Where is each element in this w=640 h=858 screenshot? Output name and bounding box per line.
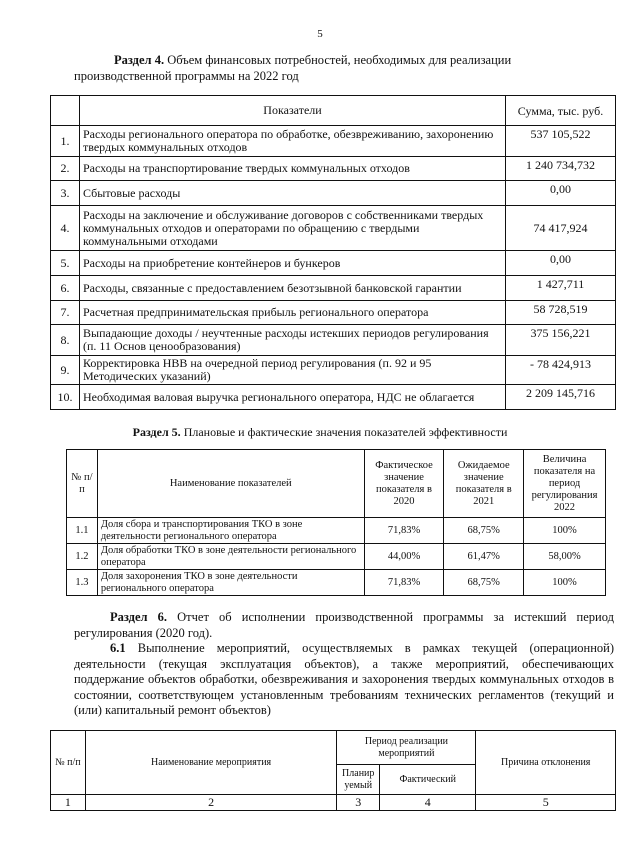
row-number: 10. [51,385,80,410]
header-blank [51,96,80,126]
section6-title-text: Отчет об исполнении производственной программы за истекший период регулирования (2020 год). [74,610,614,640]
row-name: Доля сбора и транспортирования ТКО в зоне деятельности регионального оператора [97,518,364,544]
row-value: 2 209 145,716 [506,385,616,410]
row-value: 0,00 [506,251,616,276]
row-value: 1 427,711 [506,276,616,301]
section6-1-label: 6.1 [110,641,126,655]
column-number: 1 [51,795,86,811]
row-text: Расходы, связанные с предоставлением безотзывной банковской гарантии [80,276,506,301]
section6-title [74,610,614,641]
finance-table [50,95,616,410]
value-2021: 61,47% [444,544,524,570]
column-number: 2 [85,795,337,811]
row-text: Сбытовые расходы [80,181,506,206]
row-number: 5. [51,251,80,276]
header-activity-name: Наименование мероприятия [85,731,337,795]
header-period: Период реализации мероприятий [337,731,476,765]
row-number: 7. [51,301,80,325]
column-number: 3 [337,795,380,811]
header-planned: Планируемый [337,765,380,795]
row-number: 1. [51,126,80,157]
table-row [51,206,616,251]
table-row [51,301,616,325]
header-expected-2021: Ожидаемое значение показателя в 2021 [444,450,524,518]
row-number: 9. [51,356,80,385]
page-number: 5 [317,28,323,40]
row-value: 1 240 734,732 [506,157,616,181]
table-row [51,251,616,276]
row-text: Расчетная предпринимательская прибыль регионального оператора [80,301,506,325]
row-text: Расходы на транспортирование твердых коммунальных отходов [80,157,506,181]
row-name: Доля захоронения ТКО в зоне деятельности регионального оператора [97,570,364,596]
header-indicators: Показатели [80,96,506,126]
table-row [51,276,616,301]
section5-title [0,425,640,440]
header-number: № п/п [51,731,86,795]
row-value: 74 417,924 [506,206,616,251]
table-row [51,126,616,157]
section4-title-text: Объем финансовых потребностей, необходимых для реализации производственной программы на 2022 год [74,53,512,83]
header-actual-2020: Фактическое значение показателя в 2020 [364,450,444,518]
header-planned-2022: Величина показателя на период регулирования 2022 [524,450,606,518]
header-actual: Фактический [379,765,475,795]
column-numbers-row [51,795,616,811]
table-row [51,356,616,385]
row-text: Расходы на заключение и обслуживание договоров с собственниками твердых коммунальных отходов и операторами по обращению с твердыми коммунальными отходами [80,206,506,251]
section5-label: Раздел 5. [132,425,181,439]
row-value: 58 728,519 [506,301,616,325]
row-text: Расходы на приобретение контейнеров и бункеров [80,251,506,276]
section4-label: Раздел 4. [114,53,165,67]
value-2020: 44,00% [364,544,444,570]
section6-label: Раздел 6. [110,610,168,624]
row-number: 1.3 [67,570,98,596]
row-text: Необходимая валовая выручка регионального оператора, НДС не облагается [80,385,506,410]
row-number: 6. [51,276,80,301]
row-text: Расходы регионального оператора по обработке, обезвреживанию, захоронению твердых коммунальных отходов [80,126,506,157]
section6-1-paragraph [74,641,614,719]
row-text: Выпадающие доходы / неучтенные расходы истекших периодов регулирования (п. 11 Основ ценообразования) [80,325,506,356]
table-row [51,181,616,206]
value-2021: 68,75% [444,518,524,544]
header-number: № п/п [67,450,98,518]
activities-table [50,730,616,811]
row-text: Корректировка НВВ на очередной период регулирования (п. 92 и 95 Методических указаний) [80,356,506,385]
table-row [67,570,606,596]
column-number: 4 [379,795,475,811]
value-2022: 58,00% [524,544,606,570]
header-name: Наименование показателей [97,450,364,518]
table-row [67,544,606,570]
row-number: 4. [51,206,80,251]
section5-title-text: Плановые и фактические значения показателей эффективности [183,425,508,439]
row-value: 537 105,522 [506,126,616,157]
section6-text [74,610,614,719]
table-row [51,157,616,181]
efficiency-table [66,449,606,596]
column-number: 5 [476,795,616,811]
row-value: 0,00 [506,181,616,206]
section4-title [74,52,574,84]
table-row [51,385,616,410]
row-number: 3. [51,181,80,206]
header-reason: Причина отклонения [476,731,616,795]
row-number: 1.2 [67,544,98,570]
table-row [67,518,606,544]
value-2021: 68,75% [444,570,524,596]
row-value: 375 156,221 [506,325,616,356]
value-2020: 71,83% [364,570,444,596]
row-number: 2. [51,157,80,181]
value-2022: 100% [524,570,606,596]
value-2022: 100% [524,518,606,544]
row-number: 8. [51,325,80,356]
value-2020: 71,83% [364,518,444,544]
table-row [51,325,616,356]
row-value: - 78 424,913 [506,356,616,385]
row-number: 1.1 [67,518,98,544]
row-name: Доля обработки ТКО в зоне деятельности регионального оператора [97,544,364,570]
header-sum: Сумма, тыс. руб. [506,96,616,126]
section6-1-text: Выполнение мероприятий, осуществляемых в рамках текущей (операционной) деятельности (текущая эксплуатация объектов), а также мероприятий, обеспечивающих поддержание объектов обработки, обезвреживания и захоронения твердых коммунальных отходов в состоянии, соответствующем установленным требованиям технических регламентов (текущий и (или) капитальный ремонт объектов) [74,641,614,717]
